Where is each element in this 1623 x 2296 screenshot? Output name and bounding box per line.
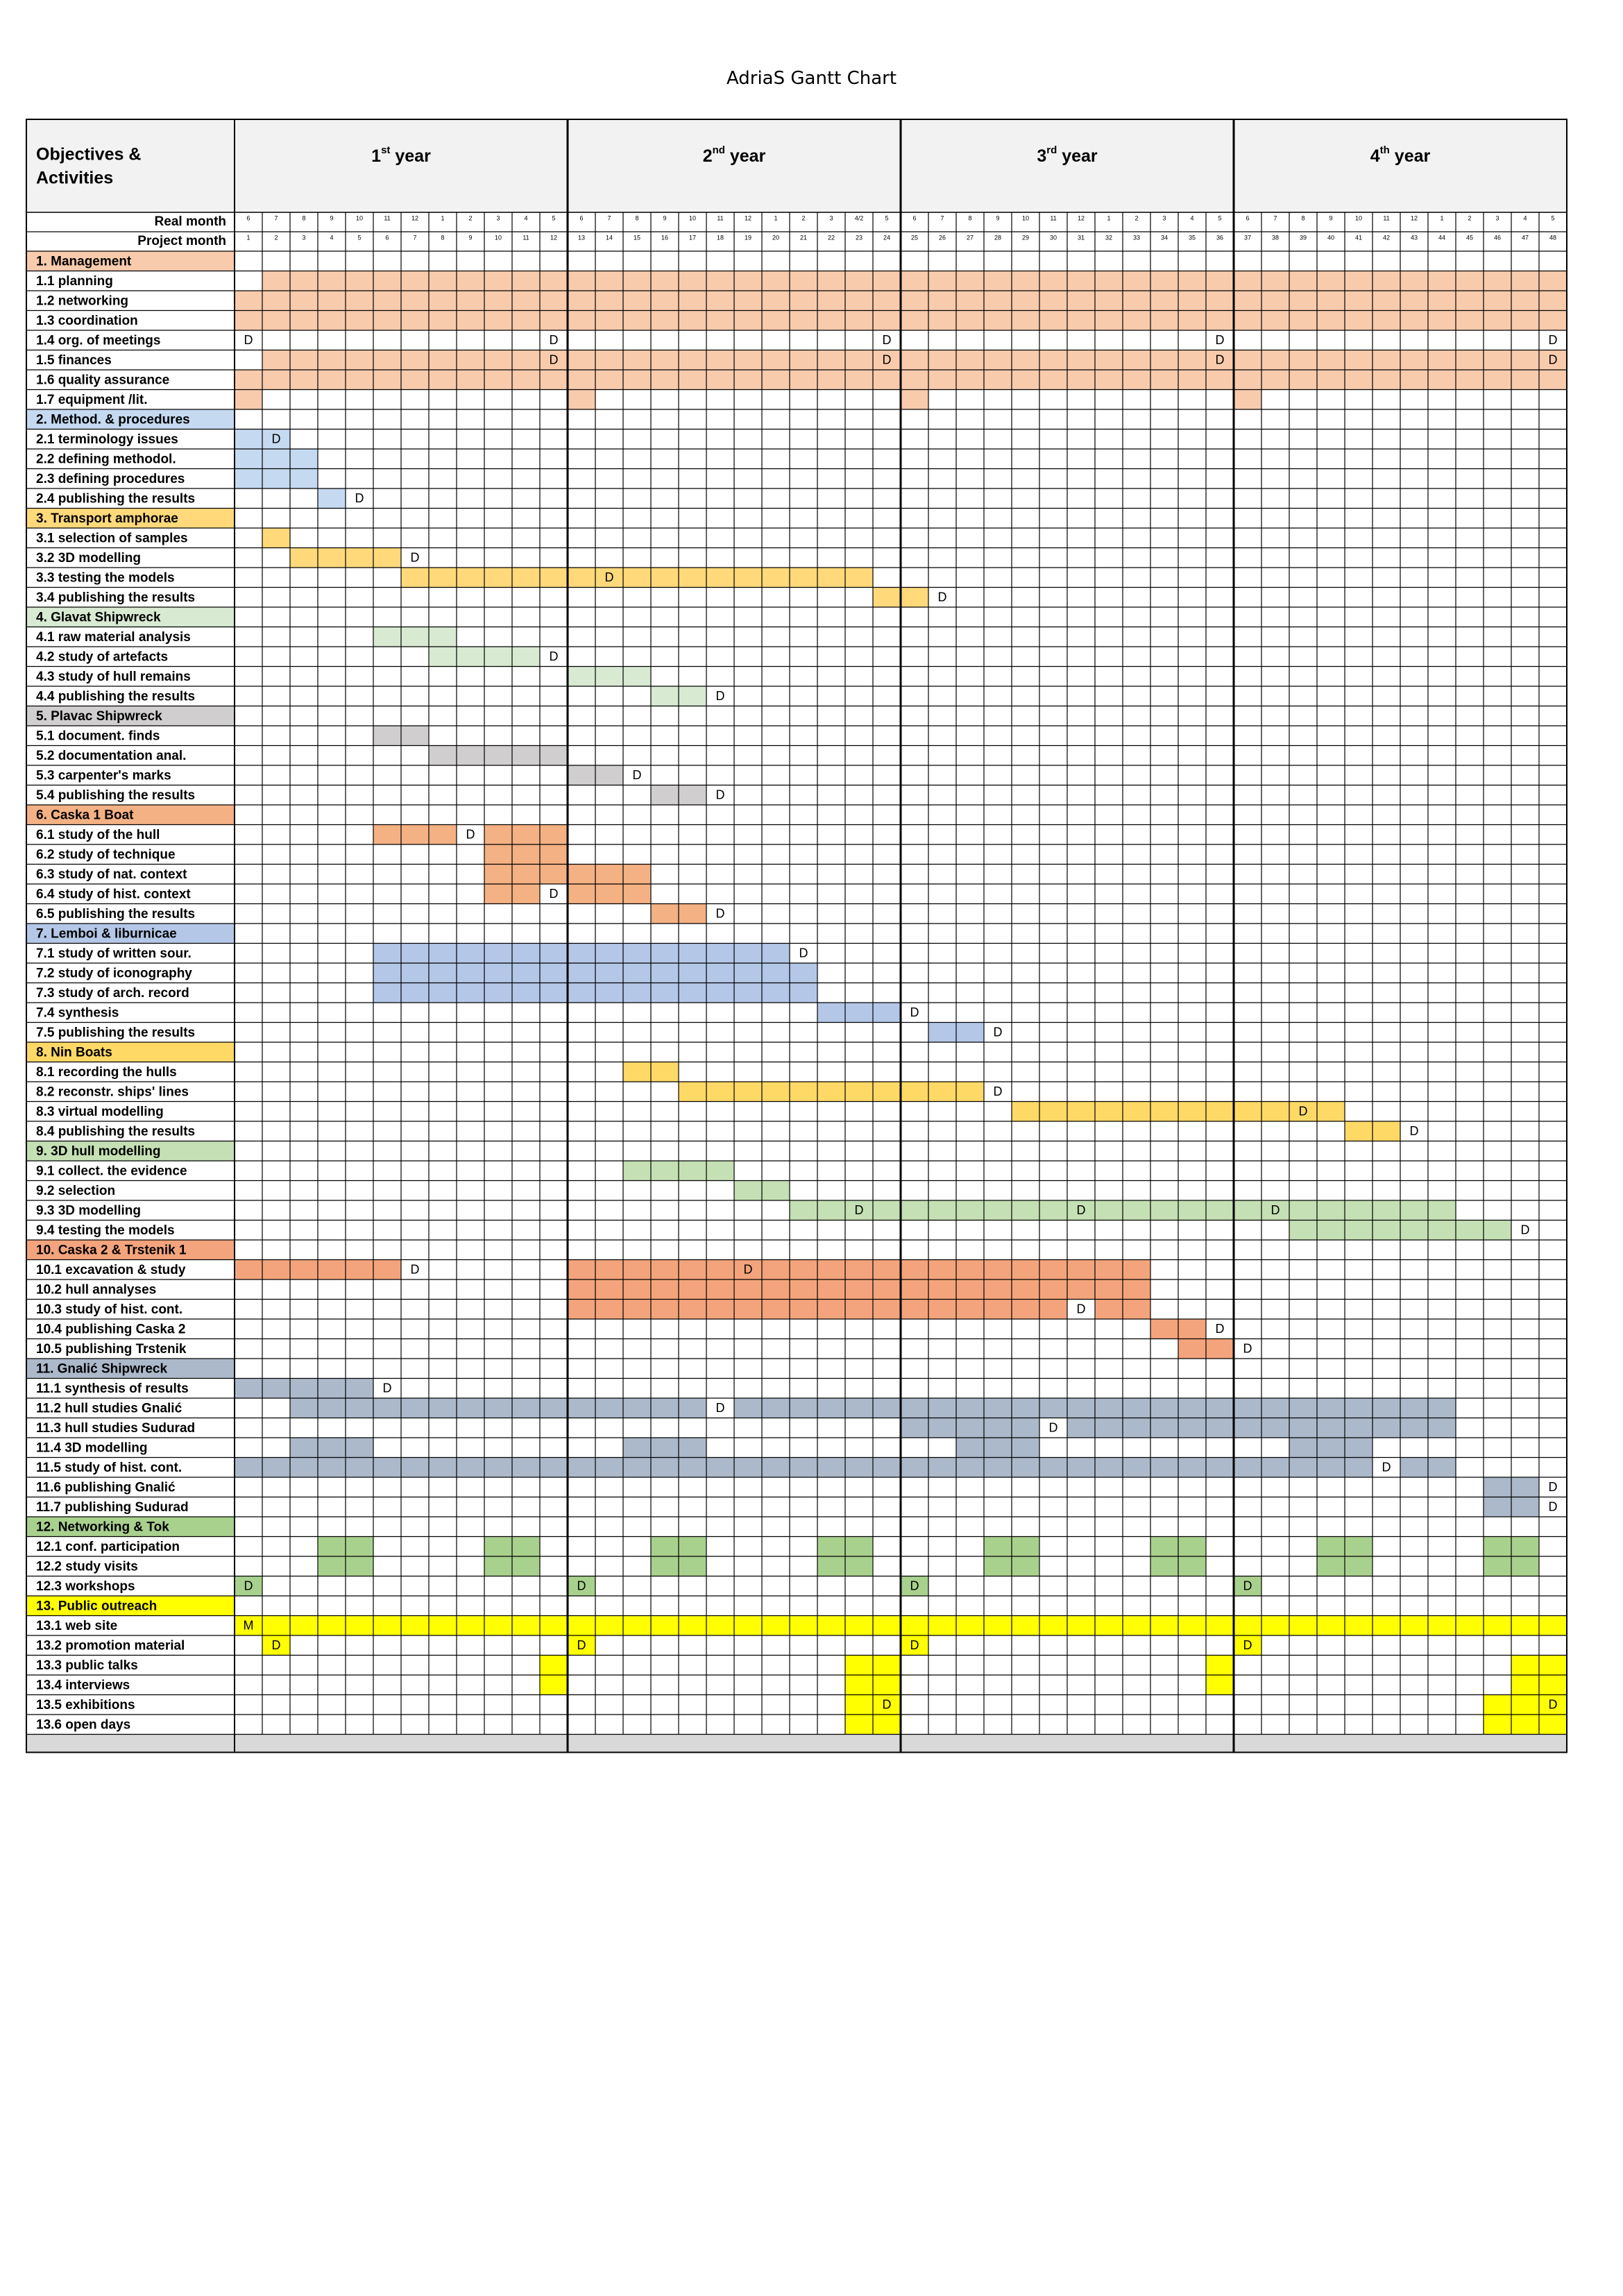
task-bar — [373, 627, 457, 647]
task-label: 1.5 finances — [36, 352, 112, 368]
task-bar — [373, 944, 790, 964]
deliverable-marker: D — [715, 788, 725, 802]
task-label: 5.4 publishing the results — [36, 788, 196, 803]
real-month-tick: 11 — [384, 214, 391, 222]
real-month-tick: 9 — [1329, 214, 1333, 222]
real-month-tick: 5 — [1551, 214, 1555, 222]
objectives-label-line-2: Activities — [36, 168, 114, 188]
task-label: 7.5 publishing the results — [36, 1025, 196, 1040]
real-month-tick: 2 — [801, 214, 806, 222]
deliverable-marker: D — [937, 590, 947, 604]
deliverable-marker: D — [1215, 352, 1225, 367]
real-month-tick: 5 — [552, 214, 556, 222]
deliverable-marker: D — [910, 1005, 919, 1019]
task-label: 9.4 testing the models — [36, 1223, 175, 1238]
project-month-tick: 18 — [716, 234, 724, 241]
task-bar — [901, 1418, 1039, 1438]
real-month-tick: 7 — [274, 214, 278, 222]
project-month-tick: 30 — [1049, 234, 1057, 241]
project-month-tick: 22 — [827, 234, 835, 241]
project-month-tick: 41 — [1354, 234, 1363, 241]
deliverable-marker: D — [1243, 1341, 1252, 1356]
section-header-label: 1. Management — [36, 254, 132, 269]
task-label: 3.1 selection of samples — [36, 531, 188, 546]
task-label: 7.2 study of iconography — [36, 966, 192, 981]
task-label: 13.5 exhibitions — [36, 1697, 135, 1712]
task-label: 11.4 3D modelling — [36, 1440, 148, 1456]
task-label: 1.3 coordination — [36, 313, 138, 328]
task-label: 5.2 documentation anal. — [36, 748, 187, 763]
project-month-tick: 14 — [605, 234, 613, 241]
task-bar — [484, 844, 568, 865]
task-label: 12.1 conf. participation — [36, 1539, 180, 1554]
task-label: 2.4 publishing the results — [36, 491, 196, 507]
year-title-2: 2nd year — [702, 144, 766, 166]
year-title-3: 3rd year — [1037, 144, 1098, 166]
task-bar — [817, 1003, 901, 1023]
task-bar — [568, 390, 595, 410]
task-label: 10.1 excavation & study — [36, 1262, 186, 1277]
deliverable-marker: D — [882, 352, 892, 367]
real-month-tick: 12 — [744, 214, 752, 222]
project-month-tick: 36 — [1216, 234, 1224, 241]
section-header-label: 8. Nin Boats — [36, 1045, 112, 1060]
task-label: 8.4 publishing the results — [36, 1124, 196, 1139]
real-month-tick: 5 — [1218, 214, 1222, 222]
deliverable-marker: D — [715, 689, 725, 703]
real-month-tick: 2 — [468, 214, 473, 222]
deliverable-marker: D — [1382, 1460, 1391, 1474]
real-month-tick: 5 — [885, 214, 889, 222]
task-bar — [1234, 390, 1261, 410]
deliverable-marker: D — [1548, 1480, 1558, 1494]
task-label: 11.2 hull studies Gnalić — [36, 1401, 182, 1416]
deliverable-marker: D — [577, 1579, 586, 1593]
deliverable-marker: D — [993, 1085, 1003, 1098]
real-month-tick: 1 — [441, 214, 445, 222]
section-header-label: 11. Gnalić Shipwreck — [36, 1361, 168, 1377]
deliverable-marker: D — [715, 906, 725, 921]
deliverable-marker: D — [1243, 1638, 1252, 1652]
task-bar — [235, 449, 318, 469]
task-label: 7.4 synthesis — [36, 1005, 119, 1021]
year-title-4: 4th year — [1370, 144, 1431, 166]
task-bar — [401, 568, 873, 588]
project-month-tick: 28 — [994, 234, 1002, 241]
section-header-label: 7. Lemboi & liburnicae — [36, 926, 177, 942]
task-label: 4.2 study of artefacts — [36, 649, 169, 665]
real-month-tick: 12 — [1077, 214, 1085, 222]
task-bar — [1484, 1715, 1567, 1735]
project-month-tick: 38 — [1271, 234, 1280, 241]
real-month-tick: 9 — [663, 214, 667, 222]
task-label: 3.2 3D modelling — [36, 550, 141, 566]
project-month-tick: 25 — [910, 234, 919, 241]
task-label: 10.3 study of hist. cont. — [36, 1302, 183, 1317]
project-month-tick: 6 — [385, 234, 389, 241]
section-header-label: 2. Method. & procedures — [36, 412, 190, 427]
real-month-tick: 8 — [1301, 214, 1305, 222]
task-label: 5.1 document. finds — [36, 729, 160, 744]
project-month-tick: 5 — [357, 234, 362, 241]
project-month-tick: 43 — [1410, 234, 1418, 241]
real-month-tick: 6 — [912, 214, 917, 222]
deliverable-marker: D — [355, 491, 364, 505]
task-label: 13.1 web site — [36, 1618, 118, 1633]
real-month-tick: 1 — [1440, 214, 1444, 222]
project-month-tick: 1 — [246, 234, 250, 241]
task-bar — [373, 825, 457, 845]
project-month-tick: 29 — [1021, 234, 1030, 241]
project-month-tick: 26 — [938, 234, 946, 241]
task-label: 11.5 study of hist. cont. — [36, 1460, 182, 1475]
real-month-tick: 6 — [246, 214, 250, 222]
task-bar — [262, 528, 290, 548]
task-label: 4.3 study of hull remains — [36, 669, 191, 684]
task-label: 6.3 study of nat. context — [36, 867, 187, 882]
real-month-tick: 4/2 — [854, 214, 864, 222]
deliverable-marker: D — [799, 946, 808, 960]
task-bar — [1206, 1656, 1234, 1676]
task-label: 9.2 selection — [36, 1183, 116, 1198]
task-label: 13.4 interviews — [36, 1678, 130, 1693]
real-month-tick: 2 — [1468, 214, 1472, 222]
deliverable-marker: D — [854, 1203, 864, 1217]
deliverable-marker: D — [1076, 1203, 1086, 1217]
deliverable-marker: D — [1298, 1104, 1308, 1119]
project-month-tick: 4 — [330, 234, 334, 241]
section-header-label: 6. Caska 1 Boat — [36, 808, 134, 823]
deliverable-marker: D — [882, 1697, 892, 1712]
project-month-tick: 40 — [1327, 234, 1335, 241]
header-background — [26, 119, 1567, 212]
task-label: 3.4 publishing the results — [36, 590, 196, 605]
real-month-tick: 4 — [1523, 214, 1527, 222]
project-month-tick: 13 — [577, 234, 586, 241]
project-month-tick: 2 — [274, 234, 278, 241]
section-header-label: 3. Transport amphorae — [36, 511, 178, 526]
deliverable-marker: D — [549, 333, 559, 347]
task-bar — [901, 390, 928, 410]
real-month-tick: 4 — [524, 214, 528, 222]
real-month-tick: 10 — [688, 214, 697, 222]
task-bar — [235, 1379, 373, 1399]
section-header-label: 5. Plavac Shipwreck — [36, 708, 162, 724]
task-bar — [235, 469, 318, 489]
task-label: 7.1 study of written sour. — [36, 946, 192, 961]
deliverable-marker: D — [743, 1262, 753, 1277]
task-label: 10.2 hull annalyses — [36, 1282, 157, 1298]
project-month-tick: 46 — [1493, 234, 1502, 241]
deliverable-marker: D — [1520, 1223, 1530, 1237]
real-month-tick: 3 — [1495, 214, 1499, 222]
project-month-tick: 10 — [494, 234, 502, 241]
deliverable-marker: D — [1548, 1697, 1558, 1712]
deliverable-marker: D — [466, 827, 475, 842]
task-bar — [623, 1438, 706, 1458]
section-header-label: 13. Public outreach — [36, 1599, 158, 1614]
deliverable-marker: D — [715, 1401, 725, 1415]
section-header-label: 9. 3D hull modelling — [36, 1143, 161, 1159]
task-label: 6.5 publishing the results — [36, 906, 196, 921]
project-month-tick: 48 — [1549, 234, 1557, 241]
task-bar — [568, 667, 651, 687]
deliverable-marker: D — [1409, 1124, 1419, 1138]
footer-band — [26, 1735, 1567, 1753]
real-month-tick: 11 — [1383, 214, 1390, 222]
real-month-tick: 2 — [1135, 214, 1139, 222]
real-month-tick: 1 — [774, 214, 778, 222]
deliverable-marker: D — [1243, 1579, 1252, 1593]
real-month-tick: 10 — [1021, 214, 1030, 222]
task-bar — [262, 271, 1567, 291]
task-label: 9.3 3D modelling — [36, 1203, 141, 1218]
project-month-tick: 31 — [1077, 234, 1085, 241]
task-label: 6.4 study of hist. context — [36, 887, 191, 902]
deliverable-marker: D — [549, 887, 559, 901]
project-month-tick: 35 — [1188, 234, 1196, 241]
section-header-label: 12. Networking & Tok — [36, 1520, 169, 1535]
deliverable-marker: D — [382, 1381, 392, 1395]
deliverable-marker: D — [244, 1579, 253, 1593]
year-title-1: 1st year — [371, 144, 431, 166]
real-month-tick: 8 — [968, 214, 972, 222]
objectives-label-line-1: Objectives & — [36, 144, 142, 164]
deliverable-marker: D — [549, 352, 559, 367]
project-month-tick: 24 — [883, 234, 891, 241]
real-month-tick: 4 — [1190, 214, 1194, 222]
task-label: 2.3 defining procedures — [36, 471, 185, 486]
task-bar — [1206, 1675, 1234, 1695]
task-label: 1.2 networking — [36, 294, 129, 309]
task-bar — [484, 825, 568, 845]
task-bar — [290, 1398, 706, 1418]
project-month-tick: 9 — [468, 234, 473, 241]
deliverable-marker: D — [577, 1638, 586, 1652]
task-label: 11.1 synthesis of results — [36, 1381, 189, 1396]
deliverable-marker: D — [1548, 1499, 1558, 1514]
task-bar — [540, 1656, 568, 1676]
section-header-label: 10. Caska 2 & Trstenik 1 — [36, 1243, 187, 1258]
deliverable-marker: D — [1271, 1203, 1280, 1217]
project-month-tick: 12 — [550, 234, 558, 241]
project-month-tick: 27 — [966, 234, 974, 241]
deliverable-marker: D — [604, 570, 614, 584]
task-label: 8.2 reconstr. ships' lines — [36, 1085, 189, 1100]
task-bar — [235, 1458, 1373, 1478]
task-label: 5.3 carpenter's marks — [36, 768, 171, 783]
real-month-tick: 12 — [411, 214, 419, 222]
real-month-tick: 6 — [579, 214, 584, 222]
task-label: 2.2 defining methodol. — [36, 452, 176, 467]
real-month-tick: 7 — [607, 214, 611, 222]
task-bar — [679, 1082, 984, 1102]
real-month-tick: 12 — [1410, 214, 1418, 222]
real-month-tick: 3 — [829, 214, 833, 222]
real-month-tick: 7 — [940, 214, 944, 222]
task-label: 8.3 virtual modelling — [36, 1104, 164, 1119]
project-month-tick: 45 — [1465, 234, 1474, 241]
task-label: 1.1 planning — [36, 273, 113, 289]
real-month-tick: 11 — [1050, 214, 1057, 222]
project-month-tick: 42 — [1382, 234, 1391, 241]
task-label: 10.5 publishing Trstenik — [36, 1341, 187, 1357]
deliverable-marker: D — [1548, 333, 1558, 347]
project-month-tick: 16 — [661, 234, 669, 241]
deliverable-marker: D — [1076, 1302, 1086, 1316]
task-label: 13.6 open days — [36, 1717, 131, 1733]
real-month-tick: 8 — [635, 214, 639, 222]
project-month-tick: 3 — [302, 234, 306, 241]
task-bar — [235, 390, 262, 410]
task-bar — [568, 884, 651, 904]
project-month-label: Project month — [137, 234, 226, 249]
deliverable-marker: D — [1548, 352, 1558, 367]
deliverable-marker: D — [882, 333, 892, 347]
project-month-tick: 23 — [855, 234, 863, 241]
deliverable-marker: D — [1215, 1322, 1225, 1336]
real-month-tick: 7 — [1273, 214, 1277, 222]
task-label: 11.3 hull studies Sudurad — [36, 1420, 196, 1436]
task-bar — [956, 1438, 1039, 1458]
project-month-tick: 33 — [1132, 234, 1141, 241]
deliverable-marker: D — [271, 1638, 281, 1652]
project-month-tick: 7 — [413, 234, 417, 241]
task-bar — [318, 488, 346, 509]
task-bar — [290, 1438, 373, 1458]
real-month-tick: 3 — [1162, 214, 1166, 222]
task-label: 6.2 study of technique — [36, 847, 176, 862]
project-month-tick: 39 — [1299, 234, 1307, 241]
task-bar — [429, 746, 568, 766]
task-label: 3.3 testing the models — [36, 570, 175, 586]
task-label: 4.1 raw material analysis — [36, 629, 191, 645]
project-month-tick: 34 — [1160, 234, 1169, 241]
project-month-tick: 32 — [1105, 234, 1113, 241]
task-bar — [262, 350, 1567, 371]
real-month-tick: 9 — [996, 214, 1000, 222]
task-bar — [568, 1260, 1150, 1280]
real-month-tick: 1 — [1107, 214, 1111, 222]
task-label: 6.1 study of the hull — [36, 827, 160, 842]
milestone-marker: M — [243, 1618, 254, 1633]
task-label: 9.1 collect. the evidence — [36, 1164, 187, 1179]
deliverable-marker: D — [410, 550, 420, 565]
task-label: 1.6 quality assurance — [36, 373, 170, 388]
task-bar — [540, 1675, 568, 1695]
deliverable-marker: D — [410, 1262, 420, 1277]
deliverable-marker: D — [1048, 1420, 1058, 1435]
task-label: 8.1 recording the hulls — [36, 1064, 177, 1080]
real-month-tick: 9 — [330, 214, 334, 222]
deliverable-marker: D — [1215, 333, 1225, 347]
task-label: 7.3 study of arch. record — [36, 985, 189, 1001]
real-month-tick: 10 — [1354, 214, 1363, 222]
project-month-tick: 47 — [1521, 234, 1529, 241]
project-month-tick: 20 — [772, 234, 780, 241]
task-label: 2.1 terminology issues — [36, 432, 178, 447]
project-month-tick: 44 — [1438, 234, 1446, 241]
task-label: 12.3 workshops — [36, 1579, 135, 1594]
task-bar — [1289, 1438, 1373, 1458]
task-label: 12.2 study visits — [36, 1559, 138, 1574]
project-month-tick: 17 — [688, 234, 697, 241]
deliverable-marker: D — [244, 333, 253, 347]
task-label: 13.3 public talks — [36, 1658, 138, 1673]
deliverable-marker: D — [910, 1579, 919, 1593]
task-label: 11.6 publishing Gnalić — [36, 1480, 176, 1495]
deliverable-marker: D — [271, 432, 281, 446]
section-header-label: 4. Glavat Shipwreck — [36, 610, 161, 625]
project-month-tick: 15 — [633, 234, 641, 241]
deliverable-marker: D — [910, 1638, 919, 1652]
task-label: 11.7 publishing Sudurad — [36, 1499, 189, 1515]
project-month-tick: 21 — [799, 234, 808, 241]
deliverable-marker: D — [632, 768, 642, 782]
real-month-tick: 3 — [496, 214, 500, 222]
real-month-label: Real month — [154, 214, 226, 230]
task-label: 13.2 promotion material — [36, 1638, 185, 1653]
project-month-tick: 19 — [744, 234, 752, 241]
real-month-tick: 11 — [717, 214, 724, 222]
real-month-tick: 6 — [1246, 214, 1250, 222]
task-label: 1.4 org. of meetings — [36, 333, 161, 348]
task-label: 4.4 publishing the results — [36, 689, 196, 704]
deliverable-marker: D — [993, 1025, 1003, 1039]
real-month-tick: 8 — [302, 214, 306, 222]
deliverable-marker: D — [549, 649, 559, 663]
task-label: 1.7 equipment /lit. — [36, 392, 148, 407]
project-month-tick: 8 — [441, 234, 445, 241]
project-month-tick: 37 — [1243, 234, 1252, 241]
project-month-tick: 11 — [522, 234, 529, 241]
chart-title: AdriaS Gantt Chart — [726, 68, 897, 89]
real-month-tick: 10 — [355, 214, 364, 222]
task-bar — [568, 1279, 1150, 1300]
task-label: 10.4 publishing Caska 2 — [36, 1322, 186, 1337]
